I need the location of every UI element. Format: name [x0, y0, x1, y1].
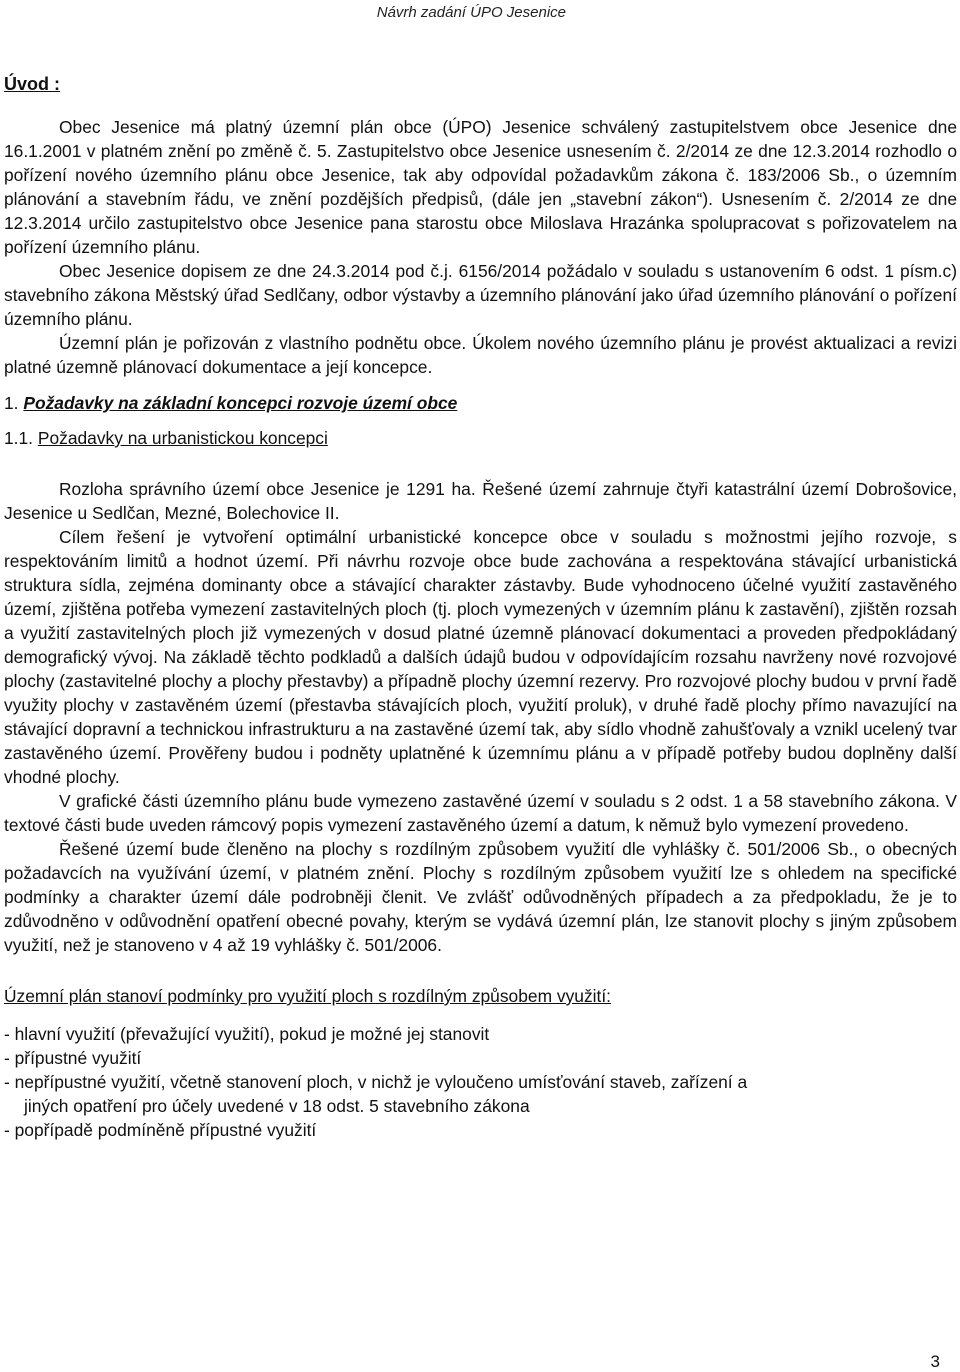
list-item [4, 1046, 957, 1070]
document-body [4, 72, 957, 1142]
list-item [4, 1070, 957, 1118]
section-1-number: 1. [4, 393, 19, 413]
list-item-text: - nepřípustné využití, včetně stanovení ploch, v nichž je vyloučeno umísťování staveb, zařízení a [4, 1072, 748, 1092]
urban-paragraph-3: V grafické části územního plánu bude vymezeno zastavěné území v souladu s 2 odst. 1 a 58 stavebního zákona. V textové části bude uveden rámcový popis vymezení zastavěného území a datum, k němuž bylo vymezení provedeno. [4, 791, 957, 835]
page-number: 3 [930, 1352, 940, 1371]
section-1-1-title: Požadavky na urbanistickou koncepci [37, 428, 328, 448]
running-header: Návrh zadání ÚPO Jesenice [376, 4, 566, 21]
list-item-text: - popřípadě podmíněně přípustné využití [4, 1120, 317, 1140]
intro-paragraph-1: Obec Jesenice má platný územní plán obce (ÚPO) Jesenice schválený zastupitelstvem obce Jesenice dne 16.1.2001 v platném znění po změně č. 5. Zastupitelstvo obce Jesenice usnesením č. 2/2014 ze dne 12.3.2014 rozhodlo o pořízení nového územního plánu obce Jesenice, tak aby odpovídal požadavkům zákona č. 183/2006 Sb., o územním plánování a stavebním řádu, ve znění pozdějších předpisů, (dále jen „stavební zákon“). Usnesením č. 2/2014 ze dne 12.3.2014 určilo zastupitelstvo obce Jesenice pana starostu obce Miloslava Hrazánka spolupracovat s pořizovatelem na pořízení územního plánu. [4, 117, 957, 257]
urban-paragraph-4: Řešené území bude členěno na plochy s rozdílným způsobem využití dle vyhlášky č. 501/2006 Sb., o obecných požadavcích na využívání území, v platném znění. Plochy s rozdílným způsobem využití lze s ohledem na specifické podmínky a charakter území dále podrobněji členit. Ve zvlášť odůvodněných případech a za předpokladu, že je to zdůvodněno v odůvodnění opatření obecné povahy, kterým se vydává územní plán, lze stanovit plochy s jiným způsobem využití, než je stanoveno v 4 až 19 vyhlášky č. 501/2006. [4, 839, 957, 955]
list-item [4, 1022, 957, 1046]
list-item-text: - hlavní využití (převažující využití), pokud je možné jej stanovit [4, 1024, 490, 1044]
intro-heading: Úvod : [4, 74, 60, 94]
urban-paragraph-1: Rozloha správního území obce Jesenice je 1291 ha. Řešené území zahrnuje čtyři katastrální území Dobrošovice, Jesenice u Sedlčan, Mezné, Bolechovice II. [4, 479, 957, 523]
list-item-continuation: jiných opatření pro účely uvedené v 18 odst. 5 stavebního zákona [24, 1096, 530, 1116]
conditions-heading: Územní plán stanoví podmínky pro využití ploch s rozdílným způsobem využití: [4, 986, 611, 1006]
section-1-1-heading [4, 426, 957, 450]
list-item-text: - přípustné využití [4, 1048, 142, 1068]
section-1-1-number: 1.1. [4, 428, 34, 448]
section-1-title: Požadavky na základní koncepci rozvoje území obce [23, 393, 458, 413]
section-1-heading [4, 391, 957, 415]
urban-paragraph-2: Cílem řešení je vytvoření optimální urbanistické koncepce obce v souladu s možnostmi jejího rozvoje, s respektováním limitů a hodnot území. Při návrhu rozvoje obce bude zachována a respektována stávající urbanistická struktura sídla, zejména dominanty obce a stávající charakter zástavby. Bude vyhodnoceno účelné využití zastavěného území, zjištěna potřeba vymezení zastavitelných ploch (tj. ploch vymezených v územním plánu k zastavění), zjištěn rozsah a využití zastavitelných ploch již vymezených v dosud platné územně plánovací dokumentaci a proveden předpokládaný demografický vývoj. Na základě těchto podkladů a dalších údajů budou v odpovídajícím rozsahu navrženy nové rozvojové plochy (zastavitelné plochy a plochy přestavby) a případně plochy územní rezervy. Pro rozvojové plochy budou v první řadě využity plochy v zastavěném území (přestavba stávajících ploch, využití proluk), v druhé řadě plochy přímo navazující na stávající dopravní a technickou infrastrukturu a na zastavěné území tak, aby sídlo vhodně zahušťovaly a vznikl ucelený tvar zastavěného území. Prověřeny budou i podněty uplatněné k územnímu plánu a v případě potřeby budou doplněny další vhodné plochy. [4, 527, 957, 787]
intro-paragraph-2: Obec Jesenice dopisem ze dne 24.3.2014 pod č.j. 6156/2014 požádalo v souladu s ustanovením 6 odst. 1 písm.c) stavebního zákona Městský úřad Sedlčany, odbor výstavby a územního plánování jako úřad územního plánování o pořízení územního plánu. [4, 261, 957, 329]
intro-paragraph-3: Územní plán je pořizován z vlastního podnětu obce. Úkolem nového územního plánu je provést aktualizaci a revizi platné územně plánovací dokumentace a její koncepce. [4, 333, 957, 377]
list-item [4, 1118, 957, 1142]
